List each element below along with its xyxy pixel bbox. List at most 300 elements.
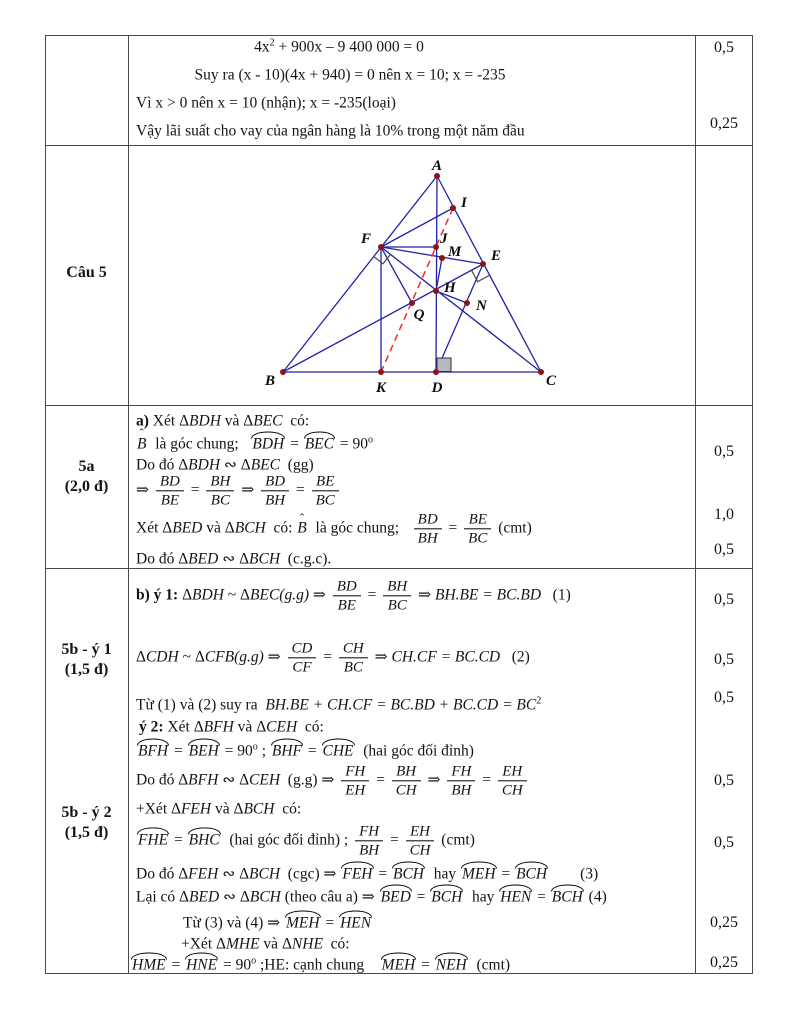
triangle-letters: CDH <box>145 648 179 666</box>
text-run: có: <box>265 519 297 537</box>
solution-line <box>139 718 324 735</box>
figure-segment-AB <box>283 176 437 372</box>
score-value: 0,5 <box>714 772 734 789</box>
text-run: ∾ <box>220 456 241 474</box>
score-value: 0,5 <box>714 39 734 56</box>
angle-arc <box>303 435 336 452</box>
triangle-name <box>179 888 219 905</box>
text-run: = <box>417 956 434 974</box>
angle-arc <box>498 888 533 905</box>
triangle-name <box>239 865 280 882</box>
figure-point-dot-B <box>280 369 286 375</box>
text-run: (cmt) <box>468 956 511 974</box>
text-run: Xét <box>163 718 194 736</box>
figure-point-dot-C <box>538 369 544 375</box>
text-run: + 900x – 9 400 000 = 0 <box>274 38 424 56</box>
question-label-line: (1,5 đ) <box>64 824 109 841</box>
text-run: Vậy lãi suất cho vay của ngân hàng là 10% trong một năm đầu <box>136 122 525 140</box>
text-run: Do đó <box>136 771 179 789</box>
math-italic-run: (g.g) <box>234 648 264 666</box>
triangle-letters: BED <box>188 550 219 568</box>
angle-arc <box>550 888 585 905</box>
figure-point-dot-M <box>439 255 445 261</box>
triangle-name <box>179 412 221 429</box>
angle-arc <box>184 956 219 973</box>
text-run: có: <box>297 718 324 736</box>
fraction-denominator: CH <box>501 782 523 799</box>
text-run: = <box>319 648 336 666</box>
angle-arc <box>460 865 498 882</box>
text-run: có: <box>282 412 310 430</box>
figure-point-label-H: H <box>444 280 456 296</box>
text-run: (3) <box>549 865 599 883</box>
solution-line <box>136 412 309 429</box>
angle-letters: HEN <box>340 914 372 932</box>
solution-line <box>181 935 350 952</box>
text-run: Do đó <box>136 865 179 883</box>
solution-line <box>136 640 530 675</box>
text-run: Từ (3) và (4) ⇒ <box>183 914 285 932</box>
angle-arc <box>136 742 170 759</box>
text-run: = <box>497 865 515 883</box>
solution-line <box>136 696 541 713</box>
triangle-letters: CEH <box>249 771 281 789</box>
text-run: = <box>170 831 187 849</box>
fraction <box>312 473 339 508</box>
score-value: 0,25 <box>710 954 738 971</box>
text-run: = <box>412 888 430 906</box>
figure-point-dot-J <box>433 244 439 250</box>
angle-letter: B <box>297 519 307 537</box>
fraction-numerator: CD <box>288 640 317 658</box>
figure-segment-FQ <box>381 247 412 303</box>
text-run: Từ (1) và (2) suy ra <box>136 696 266 714</box>
angle-arc <box>250 435 286 452</box>
delta-symbol: Δ <box>239 865 250 883</box>
angle-letters: FEH <box>342 865 373 883</box>
text-run: Vì x > 0 nên x = 10 (nhận); x = -235(loại) <box>136 94 396 112</box>
angle-letters: BHC <box>188 831 220 849</box>
figure-point-label-D: D <box>431 380 443 396</box>
fraction-numerator: BH <box>206 473 234 491</box>
angle-arc <box>284 914 322 931</box>
figure-point-dot-Q <box>409 300 415 306</box>
score-value: 0,5 <box>714 689 734 706</box>
figure-point-dot-F <box>378 244 384 250</box>
score-value: 0,5 <box>714 443 734 460</box>
triangle-letters: BEC <box>250 586 280 604</box>
text-run: và <box>233 718 257 736</box>
score-value: 0,5 <box>714 541 734 558</box>
angle-letters: MEH <box>381 956 416 974</box>
triangle-letters: BCH <box>249 550 281 568</box>
delta-symbol: Δ <box>193 718 204 736</box>
solution-line <box>136 888 607 905</box>
score-value: 0,5 <box>714 651 734 668</box>
math-italic-run: (g.g) <box>279 586 309 604</box>
superscript: o <box>368 434 374 446</box>
angle-arc <box>270 742 304 759</box>
delta-symbol: Δ <box>243 412 254 430</box>
fraction-numerator: BD <box>333 578 361 596</box>
text-run: ∾ <box>218 865 240 883</box>
math-italic-run: BH.BE + CH.CF = BC.BD + BC.CD = BC <box>265 696 537 714</box>
solution-line <box>136 473 342 508</box>
figure-point-label-F: F <box>360 231 371 247</box>
text-run: = <box>374 865 391 883</box>
text-run: ⇒ <box>309 586 330 604</box>
delta-symbol: Δ <box>239 888 250 906</box>
figure-point-label-Q: Q <box>413 307 425 323</box>
angle-arc <box>379 888 413 905</box>
fraction-numerator: BH <box>383 578 411 596</box>
fraction-denominator: BC <box>468 530 488 547</box>
solution-line <box>136 800 301 817</box>
delta-symbol: Δ <box>178 456 189 474</box>
fraction <box>392 763 421 798</box>
right-angle-mark-at-E <box>472 270 490 282</box>
text-run: có: <box>322 935 350 953</box>
text-run: Do đó <box>136 550 179 568</box>
text-run: có: <box>274 800 302 818</box>
figure-point-dot-D <box>433 369 439 375</box>
solution-line <box>130 956 510 973</box>
fraction-numerator: BD <box>156 473 184 491</box>
triangle-name <box>240 587 279 604</box>
fraction-denominator: BC <box>387 597 407 614</box>
triangle-letters: BEC <box>253 412 283 430</box>
angle-letter: B <box>137 435 147 453</box>
figure-point-label-E: E <box>491 248 502 264</box>
text-run: +Xét <box>136 800 171 818</box>
solution-line <box>195 66 506 83</box>
solution-line <box>136 435 373 452</box>
figure-point-label-M: M <box>448 244 462 260</box>
delta-symbol: Δ <box>182 586 193 604</box>
text-run: = <box>286 435 303 453</box>
text-run: (cgc) ⇒ <box>280 865 341 883</box>
fraction <box>414 511 442 546</box>
delta-symbol: Δ <box>171 800 181 818</box>
triangle-letters: CFB <box>204 648 235 666</box>
text-run: Xét <box>136 519 163 537</box>
triangle-name <box>162 520 202 537</box>
triangle-letters: BDH <box>192 586 224 604</box>
text-run: = 90 <box>336 435 368 453</box>
delta-symbol: Δ <box>281 935 292 953</box>
text-run: = 90 <box>219 956 252 974</box>
delta-symbol: Δ <box>239 550 250 568</box>
text-run: Do đó <box>136 456 179 474</box>
bold-run: b) ý 1: <box>136 586 183 604</box>
triangle-name <box>178 550 218 567</box>
angle-letters: HNE <box>186 956 218 974</box>
text-run: (4) <box>584 888 607 906</box>
delta-symbol: Δ <box>179 888 190 906</box>
triangle-name <box>239 772 280 789</box>
text-run: = <box>533 888 550 906</box>
angle-letters: BEC <box>304 435 334 453</box>
delta-symbol: Δ <box>233 800 244 818</box>
text-run: ;HE: cạnh chung <box>256 956 380 974</box>
fraction-denominator: CH <box>409 842 431 859</box>
fraction <box>498 763 527 798</box>
fraction <box>383 578 411 613</box>
solution-line <box>136 550 331 567</box>
score-value: 0,5 <box>714 834 734 851</box>
angle-arc <box>429 888 464 905</box>
triangle-name <box>256 718 297 735</box>
fraction <box>464 511 491 546</box>
triangle-name <box>171 800 211 817</box>
triangle-name <box>182 587 224 604</box>
figure-point-dot-I <box>450 205 456 211</box>
fraction-numerator: CH <box>339 640 368 658</box>
text-run: = 90 <box>220 742 253 760</box>
text-run: (cmt) <box>437 831 475 849</box>
math-italic-run: BH.BE = BC.BD <box>435 586 542 604</box>
text-run: và <box>202 519 225 537</box>
text-run: và <box>220 412 244 430</box>
triangle-name <box>216 935 260 952</box>
solution-line <box>136 122 525 139</box>
score-value: 0,25 <box>710 115 738 132</box>
delta-symbol: Δ <box>194 648 205 666</box>
fraction-numerator: FH <box>355 823 383 841</box>
text-run: (c.g.c). <box>280 550 332 568</box>
triangle-letters: BFH <box>203 718 234 736</box>
superscript: 2 <box>269 37 275 49</box>
angle-arc <box>187 832 222 849</box>
text-run: ⇒ <box>136 481 153 499</box>
fraction-denominator: EH <box>345 782 366 799</box>
fraction-denominator: BE <box>337 597 356 614</box>
triangle-name <box>239 550 280 567</box>
fraction-denominator: CF <box>292 659 312 676</box>
fraction-denominator: BH <box>417 530 438 547</box>
text-run: 4x <box>254 38 270 56</box>
angle-letters: HEN <box>500 888 532 906</box>
triangle-name <box>282 935 323 952</box>
text-run: Suy ra (x - 10)(4x + 940) = 0 nên x = 10; x = -235 <box>194 66 506 84</box>
angle-arc <box>434 956 469 973</box>
bold-run: a) <box>136 412 149 430</box>
delta-symbol: Δ <box>179 412 190 430</box>
figure-point-dot-K <box>378 369 384 375</box>
fraction-numerator: BH <box>392 763 421 781</box>
text-run: hay <box>464 888 499 906</box>
angle-arc <box>321 742 356 759</box>
question-label-line: (2,0 đ) <box>64 478 109 495</box>
delta-symbol: Δ <box>240 586 251 604</box>
text-run: ⇒ <box>237 481 259 499</box>
triangle-letters: BCH <box>249 865 281 883</box>
triangle-name <box>178 772 218 789</box>
fraction <box>261 473 289 508</box>
text-run: = <box>304 742 321 760</box>
text-run: ; <box>257 742 270 760</box>
figure-point-dot-N <box>464 300 470 306</box>
question-label <box>45 457 128 497</box>
fraction-denominator: CH <box>395 782 417 799</box>
delta-symbol: Δ <box>224 519 235 537</box>
angle-letters: MEH <box>462 865 496 883</box>
triangle-letters: BDH <box>188 456 221 474</box>
score-value: 1,0 <box>714 506 734 523</box>
fraction-numerator: BD <box>261 473 289 491</box>
text-run: (hai góc đối đỉnh) <box>355 742 474 760</box>
bold-run: ý 2: <box>139 718 164 736</box>
text-run: ~ <box>178 648 195 666</box>
angle-letters: BHF <box>271 742 303 760</box>
text-run: = <box>372 771 389 789</box>
fraction-numerator: EH <box>498 763 527 781</box>
triangle-letters: BED <box>172 519 203 537</box>
fraction-numerator: FH <box>341 763 369 781</box>
triangle-letters: CEH <box>266 718 298 736</box>
figure-point-label-I: I <box>461 195 467 211</box>
fraction <box>156 473 184 508</box>
text-run: = <box>292 481 309 499</box>
triangle-letters: BCH <box>243 800 275 818</box>
triangle-letters: BED <box>189 888 220 906</box>
fraction <box>333 578 361 613</box>
text-run: và <box>259 935 282 953</box>
fraction <box>406 823 435 858</box>
text-run: Xét <box>148 412 180 430</box>
superscript: o <box>251 955 257 967</box>
fraction <box>288 640 317 675</box>
figure-point-dot-H <box>433 288 439 294</box>
fraction <box>206 473 234 508</box>
text-run: = <box>167 956 185 974</box>
figure-point-label-B: B <box>264 373 276 389</box>
triangle-name <box>225 520 266 537</box>
figure-point-label-C: C <box>545 373 557 389</box>
delta-symbol: Δ <box>162 519 173 537</box>
solution-line <box>136 763 530 798</box>
solution-line <box>136 823 475 858</box>
angle-letters: BDH <box>252 435 285 453</box>
angle-arc <box>136 832 170 849</box>
right-angle-square-at-D <box>437 358 451 372</box>
triangle-name <box>243 412 282 429</box>
figure-point-label-J: J <box>440 231 448 247</box>
triangle-letters: BDH <box>189 412 221 430</box>
angle-letters: NEH <box>435 956 467 974</box>
text-run: = <box>386 831 403 849</box>
text-run: Lại có <box>136 888 180 906</box>
fraction-numerator: EH <box>406 823 435 841</box>
figure-point-dot-E <box>480 261 486 267</box>
angle-letters: MEH <box>286 914 320 932</box>
triangle-letters: BFH <box>188 771 219 789</box>
angle-letters: BED <box>380 888 411 906</box>
fraction-numerator: BD <box>414 511 442 529</box>
angle-hat <box>296 520 307 537</box>
question-label <box>45 640 128 680</box>
question-label-line: 5a <box>78 458 95 475</box>
fraction-denominator: BH <box>359 842 380 859</box>
figure-point-label-A: A <box>431 158 443 174</box>
angle-letters: BFH <box>138 742 169 760</box>
angle-letters: BCH <box>393 865 424 883</box>
triangle-letters: FEH <box>180 800 212 818</box>
text-run: hay <box>426 865 461 883</box>
fraction-denominator: BC <box>343 659 363 676</box>
angle-arc <box>514 865 549 882</box>
math-italic-run: CH.CF = BC.CD <box>391 648 501 666</box>
triangle-name <box>136 649 179 666</box>
fraction-numerator: BE <box>464 511 491 529</box>
text-run: = <box>363 586 381 604</box>
text-run: ⇒ <box>414 586 435 604</box>
delta-symbol: Δ <box>178 771 189 789</box>
solution-line <box>136 578 571 613</box>
solution-line <box>254 38 424 55</box>
angle-letters: HME <box>132 956 166 974</box>
text-run: (g.g) ⇒ <box>280 771 339 789</box>
angle-arc <box>338 914 373 931</box>
delta-symbol: Δ <box>178 550 189 568</box>
delta-symbol: Δ <box>216 935 226 953</box>
solution-line <box>136 865 598 882</box>
figure-point-label-K: K <box>375 380 387 396</box>
text-run: = <box>170 742 187 760</box>
triangle-letters: BCH <box>249 888 281 906</box>
triangle-letters: BEC <box>250 456 281 474</box>
superscript: 2 <box>536 695 542 707</box>
angle-arc <box>187 742 221 759</box>
angle-letters: BEH <box>188 742 219 760</box>
triangle-name <box>178 456 220 473</box>
question-label-line: Câu 5 <box>66 264 107 281</box>
delta-symbol: Δ <box>136 648 146 666</box>
question-label-line: 5b - ý 1 <box>61 641 112 658</box>
text-run: ⇒ <box>423 771 445 789</box>
question-label <box>45 803 128 843</box>
score-value: 0,5 <box>714 591 734 608</box>
fraction <box>355 823 383 858</box>
triangle-name <box>178 865 218 882</box>
text-run: (hai góc đối đỉnh) ; <box>221 831 353 849</box>
text-run: +Xét <box>181 935 216 953</box>
angle-arc <box>340 865 374 882</box>
fraction-denominator: BH <box>451 782 472 799</box>
angle-arc <box>391 865 426 882</box>
fraction <box>447 763 475 798</box>
fraction-denominator: BE <box>160 492 180 509</box>
text-run: ~ <box>223 586 241 604</box>
solution-line <box>136 742 474 759</box>
text-run: = <box>186 481 204 499</box>
triangle-letters: BCH <box>234 519 266 537</box>
angle-letters: BCH <box>431 888 463 906</box>
triangle-name <box>240 888 281 905</box>
angle-letters: CHE <box>322 742 354 760</box>
angle-letters: BCH <box>551 888 583 906</box>
text-run: = <box>478 771 495 789</box>
solution-line <box>136 94 396 111</box>
text-run: (1) <box>541 586 571 604</box>
text-run: là góc chung; <box>307 519 411 537</box>
solution-line <box>136 456 314 473</box>
text-run: ∾ <box>218 771 240 789</box>
fraction <box>341 763 369 798</box>
triangle-letters: NHE <box>291 935 323 953</box>
delta-symbol: Δ <box>240 456 251 474</box>
text-run: (2) <box>500 648 530 666</box>
